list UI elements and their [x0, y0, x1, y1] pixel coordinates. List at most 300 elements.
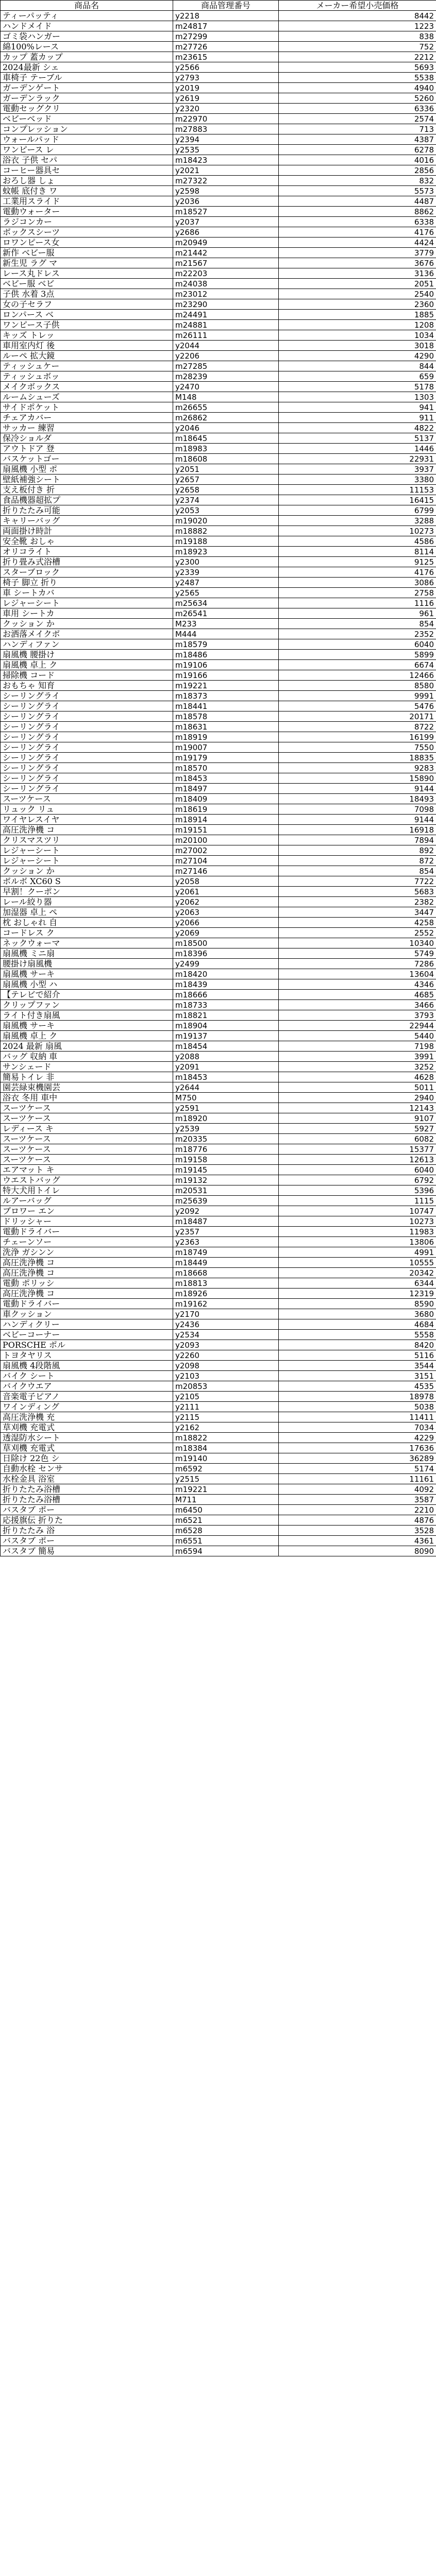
retail-price-cell: 4258 [279, 918, 436, 928]
table-row [1, 62, 436, 73]
product-name-cell: ゴミ袋ハンガー [1, 31, 173, 42]
table-row [1, 1185, 436, 1196]
product-code-cell: m19166 [173, 670, 279, 681]
table-row [1, 423, 436, 433]
retail-price-cell: 6336 [279, 104, 436, 114]
table-row [1, 598, 436, 608]
product-code-cell: m19137 [173, 1031, 279, 1041]
table-row [1, 691, 436, 701]
product-code-cell: m20335 [173, 1134, 279, 1144]
table-row [1, 413, 436, 423]
retail-price-cell: 5174 [279, 1464, 436, 1474]
product-name-cell: レディース キ [1, 1124, 173, 1134]
product-code-cell: m19145 [173, 1165, 279, 1175]
table-row [1, 516, 436, 526]
table-row [1, 73, 436, 83]
table-row [1, 299, 436, 310]
product-code-cell: m27002 [173, 845, 279, 856]
table-row [1, 907, 436, 918]
product-code-cell: y2046 [173, 423, 279, 433]
product-name-cell: 腰掛け扇風機 [1, 959, 173, 969]
product-name-cell: シーリングライ [1, 784, 173, 794]
product-name-cell: 【テレビで紹介 [1, 990, 173, 1000]
table-row [1, 979, 436, 990]
product-name-cell: コードレス ク [1, 928, 173, 938]
retail-price-cell: 1208 [279, 320, 436, 330]
product-name-cell: クッション か [1, 866, 173, 876]
retail-price-cell: 8090 [279, 1546, 436, 1556]
product-code-cell: m6528 [173, 1526, 279, 1536]
table-row [1, 1464, 436, 1474]
retail-price-cell: 2051 [279, 279, 436, 289]
product-code-cell: m18733 [173, 1000, 279, 1010]
product-name-cell: 掃除機 コード [1, 670, 173, 681]
table-row [1, 1340, 436, 1350]
table-row [1, 1309, 436, 1319]
product-name-cell: バスタブ 簡易 [1, 1546, 173, 1556]
product-name-cell: ルーペ 拡大鏡 [1, 351, 173, 361]
product-name-cell: 草刈機 充電式 [1, 1443, 173, 1453]
product-name-cell: ハンディファン [1, 639, 173, 650]
product-code-cell: m19221 [173, 681, 279, 691]
retail-price-cell: 16415 [279, 495, 436, 505]
table-row [1, 351, 436, 361]
retail-price-cell: 9991 [279, 691, 436, 701]
product-name-cell: ライト付き扇風 [1, 1010, 173, 1021]
product-name-cell: 車 シートカバ [1, 588, 173, 598]
table-row [1, 1526, 436, 1536]
retail-price-cell: 911 [279, 413, 436, 423]
table-row [1, 495, 436, 505]
table-row [1, 1196, 436, 1206]
retail-price-cell: 3466 [279, 1000, 436, 1010]
product-code-cell: m21442 [173, 248, 279, 258]
product-name-cell: 扇風機 小型 ポ [1, 464, 173, 474]
table-row [1, 382, 436, 392]
product-code-cell: m23012 [173, 289, 279, 299]
product-code-cell: m18776 [173, 1144, 279, 1155]
retail-price-cell: 6792 [279, 1175, 436, 1185]
retail-price-cell: 2758 [279, 588, 436, 598]
retail-price-cell: 5011 [279, 1082, 436, 1093]
table-row [1, 454, 436, 464]
retail-price-cell: 5116 [279, 1350, 436, 1361]
table-row [1, 207, 436, 217]
product-name-cell: コーヒー器具セ [1, 165, 173, 176]
retail-price-cell: 7286 [279, 959, 436, 969]
table-row [1, 402, 436, 413]
product-name-cell: 折りたたみ 浴 [1, 1526, 173, 1536]
product-name-cell: サイドポケット [1, 402, 173, 413]
retail-price-cell: 838 [279, 31, 436, 42]
table-row [1, 1453, 436, 1464]
product-code-cell: y2644 [173, 1082, 279, 1093]
retail-price-cell: 3680 [279, 1309, 436, 1319]
product-code-cell: m24817 [173, 21, 279, 31]
table-row [1, 763, 436, 773]
table-row [1, 959, 436, 969]
product-code-cell: m18423 [173, 155, 279, 165]
retail-price-cell: 10747 [279, 1206, 436, 1216]
table-row [1, 1052, 436, 1062]
product-name-cell: シーリングライ [1, 732, 173, 742]
retail-price-cell: 5137 [279, 433, 436, 444]
retail-price-cell: 854 [279, 866, 436, 876]
product-code-cell: y2088 [173, 1052, 279, 1062]
table-row [1, 815, 436, 825]
product-code-cell: y2535 [173, 145, 279, 155]
product-code-cell: m18441 [173, 701, 279, 711]
table-row [1, 289, 436, 299]
product-name-cell: ガーデンラック [1, 93, 173, 104]
product-code-cell: y2363 [173, 1237, 279, 1247]
product-code-cell: m18449 [173, 1258, 279, 1268]
product-name-cell: 浴衣 子供 セパ [1, 155, 173, 165]
product-code-cell: y2320 [173, 104, 279, 114]
retail-price-cell: 659 [279, 371, 436, 382]
table-row [1, 1216, 436, 1227]
product-code-cell: y2053 [173, 505, 279, 516]
table-row [1, 608, 436, 619]
product-name-cell: バイク シート [1, 1371, 173, 1381]
product-name-cell: 扇風機 ミニ扇 [1, 948, 173, 959]
retail-price-cell: 961 [279, 608, 436, 619]
table-row [1, 990, 436, 1000]
table-row [1, 1041, 436, 1052]
table-row [1, 134, 436, 145]
product-name-cell: 園芸緑束機園芸 [1, 1082, 173, 1093]
retail-price-cell: 4016 [279, 155, 436, 165]
product-code-cell: y2062 [173, 897, 279, 907]
product-code-cell: m22970 [173, 114, 279, 124]
product-code-cell: m18749 [173, 1247, 279, 1258]
product-name-cell: スーツケース [1, 794, 173, 804]
retail-price-cell: 3676 [279, 258, 436, 268]
product-name-cell: ネックウォーマ [1, 938, 173, 948]
retail-price-cell: 20342 [279, 1268, 436, 1278]
header-product-name: 商品名 [1, 1, 173, 11]
product-code-cell: m19158 [173, 1155, 279, 1165]
retail-price-cell: 2210 [279, 1505, 436, 1515]
retail-price-cell: 2574 [279, 114, 436, 124]
table-row [1, 1536, 436, 1546]
product-code-cell: m23290 [173, 299, 279, 310]
table-row [1, 773, 436, 784]
product-code-cell: m18527 [173, 207, 279, 217]
product-name-cell: バスケットゴー [1, 454, 173, 464]
product-name-cell: 新作 ベビー服 [1, 248, 173, 258]
header-product-code: 商品管理番号 [173, 1, 279, 11]
product-code-cell: m24881 [173, 320, 279, 330]
product-code-cell: m27322 [173, 176, 279, 186]
product-code-cell: m27883 [173, 124, 279, 134]
table-row [1, 258, 436, 268]
table-row [1, 474, 436, 485]
table-row [1, 83, 436, 93]
product-code-cell: y2598 [173, 186, 279, 196]
table-row [1, 1031, 436, 1041]
retail-price-cell: 22931 [279, 454, 436, 464]
product-code-cell: m24491 [173, 310, 279, 320]
product-name-cell: ティッシュボッ [1, 371, 173, 382]
product-name-cell: クリップファン [1, 1000, 173, 1010]
product-code-cell: m27299 [173, 31, 279, 42]
product-name-cell: 扇風機 小型 ハ [1, 979, 173, 990]
table-row [1, 227, 436, 238]
retail-price-cell: 2212 [279, 52, 436, 62]
product-code-cell: y2103 [173, 1371, 279, 1381]
product-name-cell: 車クッション [1, 1309, 173, 1319]
product-name-cell: ティーパッティ [1, 11, 173, 21]
product-code-cell: m18645 [173, 433, 279, 444]
product-name-cell: ワンピース レ [1, 145, 173, 155]
table-row [1, 1299, 436, 1309]
table-row [1, 1082, 436, 1093]
product-code-cell: m18923 [173, 547, 279, 557]
product-code-cell: y2515 [173, 1474, 279, 1484]
retail-price-cell: 10555 [279, 1258, 436, 1268]
retail-price-cell: 5558 [279, 1330, 436, 1340]
product-name-cell: ブロワー エン [1, 1206, 173, 1216]
table-row [1, 186, 436, 196]
retail-price-cell: 4991 [279, 1247, 436, 1258]
table-row [1, 1124, 436, 1134]
product-name-cell: ベビーベッド [1, 114, 173, 124]
retail-price-cell: 872 [279, 856, 436, 866]
product-code-cell: m18619 [173, 804, 279, 815]
retail-price-cell: 752 [279, 42, 436, 52]
product-name-cell: スーツケース [1, 1113, 173, 1124]
product-name-cell: ハンディクリー [1, 1319, 173, 1330]
table-row [1, 1155, 436, 1165]
table-row [1, 928, 436, 938]
product-code-cell: m18500 [173, 938, 279, 948]
retail-price-cell: 6040 [279, 639, 436, 650]
retail-price-cell: 4176 [279, 567, 436, 578]
product-code-cell: m18608 [173, 454, 279, 464]
product-name-cell: 車用 シートカ [1, 608, 173, 619]
retail-price-cell: 10340 [279, 938, 436, 948]
retail-price-cell: 3779 [279, 248, 436, 258]
product-code-cell: M750 [173, 1093, 279, 1103]
retail-price-cell: 2940 [279, 1093, 436, 1103]
product-name-cell: 透湿防水シート [1, 1433, 173, 1443]
product-name-cell: 折りたたみ可能 [1, 505, 173, 516]
product-name-cell: ティッシュケー [1, 361, 173, 371]
table-row [1, 1402, 436, 1412]
table-row [1, 114, 436, 124]
product-name-cell: 洗浄 ガシンン [1, 1247, 173, 1258]
retail-price-cell: 4176 [279, 227, 436, 238]
product-name-cell: チェーンソー [1, 1237, 173, 1247]
table-row [1, 1258, 436, 1268]
product-code-cell: m6551 [173, 1536, 279, 1546]
table-row [1, 536, 436, 547]
table-row [1, 444, 436, 454]
product-name-cell: 2024最新 シェ [1, 62, 173, 73]
table-row [1, 578, 436, 588]
retail-price-cell: 3288 [279, 516, 436, 526]
retail-price-cell: 854 [279, 619, 436, 629]
table-row [1, 1206, 436, 1216]
table-row [1, 1144, 436, 1155]
product-code-cell: y2019 [173, 83, 279, 93]
retail-price-cell: 832 [279, 176, 436, 186]
product-name-cell: ルームシューズ [1, 392, 173, 402]
retail-price-cell: 844 [279, 361, 436, 371]
table-row [1, 433, 436, 444]
product-name-cell: コンプレッション [1, 124, 173, 134]
table-row [1, 557, 436, 567]
product-code-cell: y2066 [173, 918, 279, 928]
product-name-cell: レール絞り器 [1, 897, 173, 907]
product-code-cell: m18486 [173, 650, 279, 660]
product-name-cell: 電動セッグクリ [1, 104, 173, 114]
product-name-cell: 加湿器 卓上 ペ [1, 907, 173, 918]
product-code-cell: y2658 [173, 485, 279, 495]
product-name-cell: ガーデンゲート [1, 83, 173, 93]
retail-price-cell: 5899 [279, 650, 436, 660]
product-code-cell: y2565 [173, 588, 279, 598]
table-row [1, 320, 436, 330]
table-row [1, 104, 436, 114]
product-name-cell: ドリッシャー [1, 1216, 173, 1227]
product-code-cell: y2162 [173, 1422, 279, 1433]
product-code-cell: m18668 [173, 1268, 279, 1278]
retail-price-cell: 2540 [279, 289, 436, 299]
product-code-cell: m25639 [173, 1196, 279, 1206]
product-code-cell: m18579 [173, 639, 279, 650]
product-name-cell: ロンパース ベ [1, 310, 173, 320]
table-row [1, 1093, 436, 1103]
product-name-cell: トヨタヤリス [1, 1350, 173, 1361]
table-row [1, 31, 436, 42]
table-row [1, 845, 436, 856]
table-row [1, 1247, 436, 1258]
retail-price-cell: 4290 [279, 351, 436, 361]
product-code-cell: m23615 [173, 52, 279, 62]
product-code-cell: y2499 [173, 959, 279, 969]
retail-price-cell: 3528 [279, 1526, 436, 1536]
product-name-cell: 自動水栓 センサ [1, 1464, 173, 1474]
product-name-cell: 扇風機 卓上 ク [1, 660, 173, 670]
table-row [1, 268, 436, 279]
retail-price-cell: 4822 [279, 423, 436, 433]
product-code-cell: m6450 [173, 1505, 279, 1515]
retail-price-cell: 5683 [279, 887, 436, 897]
product-code-cell: m24038 [173, 279, 279, 289]
product-code-cell: y2069 [173, 928, 279, 938]
product-name-cell: サッカー 練習 [1, 423, 173, 433]
retail-price-cell: 5178 [279, 382, 436, 392]
product-code-cell: m18439 [173, 979, 279, 990]
table-row [1, 753, 436, 763]
product-name-cell: ルアーバッグ [1, 1196, 173, 1206]
product-name-cell: ウォールパッド [1, 134, 173, 145]
table-row [1, 330, 436, 341]
retail-price-cell: 4487 [279, 196, 436, 207]
product-name-cell: スーツケース [1, 1155, 173, 1165]
table-row [1, 238, 436, 248]
retail-price-cell: 5260 [279, 93, 436, 104]
table-row [1, 1289, 436, 1299]
product-name-cell: ベビー服 ベビ [1, 279, 173, 289]
product-code-cell: y2098 [173, 1361, 279, 1371]
product-name-cell: ボルボ XC60 S [1, 876, 173, 887]
table-row [1, 1010, 436, 1021]
retail-price-cell: 12613 [279, 1155, 436, 1165]
retail-price-cell: 6338 [279, 217, 436, 227]
product-code-cell: m18926 [173, 1289, 279, 1299]
table-row [1, 11, 436, 21]
retail-price-cell: 1223 [279, 21, 436, 31]
table-row [1, 784, 436, 794]
table-row [1, 1134, 436, 1144]
retail-price-cell: 3793 [279, 1010, 436, 1021]
product-code-cell: m19179 [173, 753, 279, 763]
retail-price-cell: 5038 [279, 1402, 436, 1412]
product-name-cell: 折り畳み式浴槽 [1, 557, 173, 567]
table-row [1, 1330, 436, 1340]
product-name-cell: 2024 最新 扇風 [1, 1041, 173, 1052]
product-name-cell: ワイヤレスイヤ [1, 815, 173, 825]
product-code-cell: m27104 [173, 856, 279, 866]
retail-price-cell: 4876 [279, 1515, 436, 1526]
product-code-cell: y2470 [173, 382, 279, 392]
product-name-cell: 水栓金具 浴室 [1, 1474, 173, 1484]
table-row [1, 21, 436, 31]
table-row [1, 176, 436, 186]
retail-price-cell: 7722 [279, 876, 436, 887]
product-name-cell: シーリングライ [1, 691, 173, 701]
retail-price-cell: 4685 [279, 990, 436, 1000]
product-name-cell: 扇風機 サーキ [1, 969, 173, 979]
retail-price-cell: 36289 [279, 1453, 436, 1464]
retail-price-cell: 3151 [279, 1371, 436, 1381]
product-name-cell: 音楽電子ピアノ [1, 1392, 173, 1402]
product-name-cell: キッズ トレッ [1, 330, 173, 341]
retail-price-cell: 5927 [279, 1124, 436, 1134]
retail-price-cell: 3937 [279, 464, 436, 474]
retail-price-cell: 12143 [279, 1103, 436, 1113]
product-code-cell: m18904 [173, 1021, 279, 1031]
table-row [1, 1392, 436, 1402]
product-name-cell: 扇風機 4段階風 [1, 1361, 173, 1371]
product-code-cell: m19140 [173, 1453, 279, 1464]
product-name-cell: レジャーシート [1, 856, 173, 866]
retail-price-cell: 6040 [279, 1165, 436, 1175]
product-name-cell: ウエストバッグ [1, 1175, 173, 1185]
product-code-cell: m18487 [173, 1216, 279, 1227]
product-name-cell: 特大犬用トイレ [1, 1185, 173, 1196]
product-code-cell: m26111 [173, 330, 279, 341]
retail-price-cell: 8590 [279, 1299, 436, 1309]
product-code-cell: m22203 [173, 268, 279, 279]
product-name-cell: ハンドメイド [1, 21, 173, 31]
product-name-cell: スーツケース [1, 1134, 173, 1144]
retail-price-cell: 6278 [279, 145, 436, 155]
product-name-cell: 新生児 ラグ マ [1, 258, 173, 268]
product-code-cell: m18409 [173, 794, 279, 804]
product-name-cell: 電動ドライバー [1, 1299, 173, 1309]
product-code-cell: m6594 [173, 1546, 279, 1556]
table-row [1, 918, 436, 928]
retail-price-cell: 7098 [279, 804, 436, 815]
product-code-cell: y2394 [173, 134, 279, 145]
product-name-cell: ボックスシーツ [1, 227, 173, 238]
product-code-cell: m27726 [173, 42, 279, 52]
product-name-cell: 電動ウォーター [1, 207, 173, 217]
